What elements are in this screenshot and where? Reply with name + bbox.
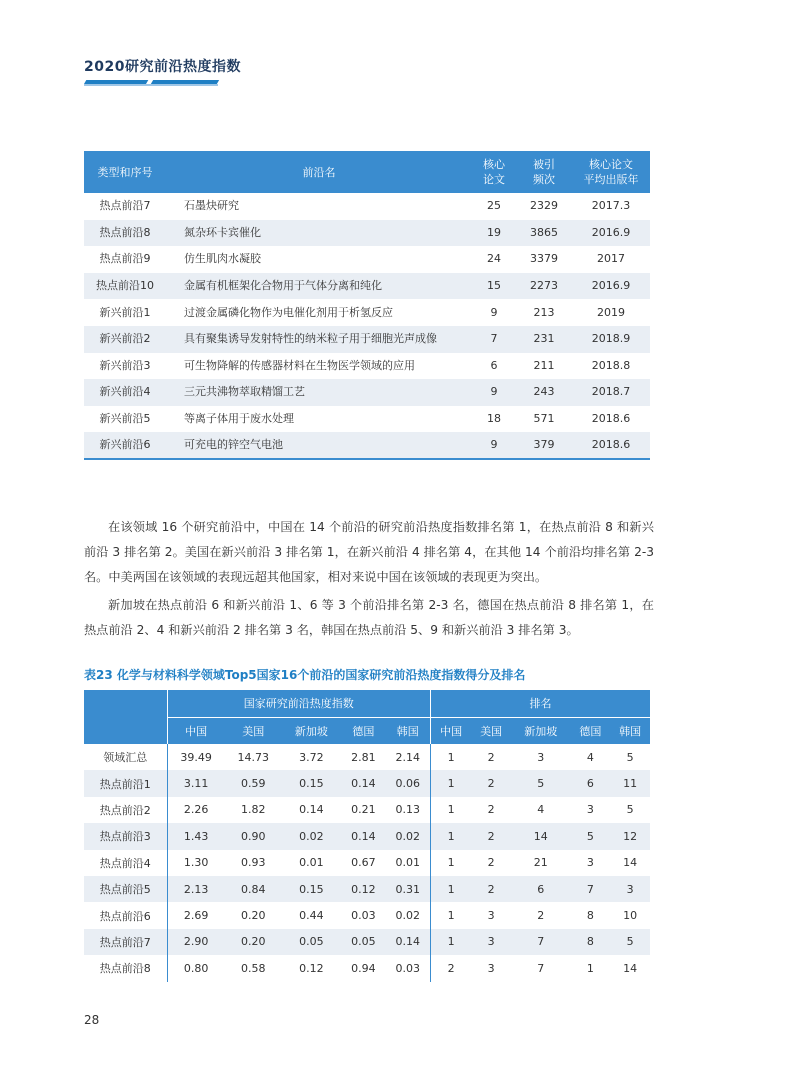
cell-core: 15 [472, 273, 516, 300]
cell-year: 2018.7 [572, 379, 650, 406]
table-row [84, 406, 650, 433]
score-cell: 0.15 [282, 876, 342, 902]
row-label: 热点前沿5 [84, 876, 167, 902]
table-caption: 表23 化学与材料科学领域Top5国家16个前沿的国家研究前沿热度指数得分及排名 [84, 668, 526, 682]
score-cell: 0.05 [282, 929, 342, 955]
paragraph-2: 新加坡在热点前沿 6 和新兴前沿 1、6 等 3 个前沿排名第 2-3 名，德国在热点前沿 8 排名第 1，在热点前沿 2、4 和新兴前沿 2 排名第 3 名，韩国在热点前沿 5、9 和新兴前沿 3 排名第 3。 [84, 598, 654, 637]
score-cell: 3.11 [167, 770, 225, 796]
country-header-score: 韩国 [385, 717, 430, 744]
score-cell: 0.20 [225, 929, 282, 955]
table-row [84, 929, 650, 955]
table-row [84, 299, 650, 326]
score-cell: 0.01 [385, 850, 430, 876]
rank-cell: 11 [610, 770, 650, 796]
cell-name: 具有聚集诱导发射特性的纳米粒子用于细胞光声成像 [166, 326, 472, 353]
col-cited-line1: 被引 [533, 158, 555, 171]
score-cell: 3.72 [299, 750, 324, 764]
cell-year: 2017 [597, 252, 625, 266]
rank-cell: 12 [610, 823, 650, 849]
country-header-rank: 美国 [471, 717, 511, 744]
frontier-table-body [84, 193, 650, 459]
rank-cell: 2 [471, 876, 511, 902]
col-core-line2: 论文 [483, 173, 505, 186]
cell-cited: 2329 [530, 199, 558, 213]
cell-name: 过渡金属磷化物作为电催化剂用于析氢反应 [184, 305, 393, 319]
cell-name: 等离子体用于废水处理 [184, 412, 294, 426]
cell-core: 9 [472, 432, 516, 459]
table-row [84, 770, 650, 796]
cell-core: 9 [472, 379, 516, 406]
country-header-score: 新加坡 [282, 717, 342, 744]
rank-cell: 2 [471, 823, 511, 849]
rank-cell: 4 [586, 750, 594, 764]
cell-name: 可生物降解的传感器材料在生物医学领域的应用 [184, 358, 415, 372]
row-label: 热点前沿7 [84, 929, 167, 955]
table-row [84, 744, 650, 770]
country-header-rank: 新加坡 [511, 717, 571, 744]
frontier-table [84, 151, 650, 460]
score-cell: 0.01 [299, 856, 324, 870]
cell-name: 可充电的锌空气电池 [166, 432, 472, 459]
table-row [84, 823, 650, 849]
col-year-line2: 平均出版年 [583, 173, 639, 186]
row-label: 热点前沿6 [84, 902, 167, 928]
cell-core: 24 [487, 252, 501, 266]
score-cell: 2.69 [183, 909, 209, 923]
score-cell: 0.58 [240, 961, 266, 975]
col-year [572, 151, 650, 193]
table-row [84, 876, 650, 902]
score-cell: 0.93 [240, 856, 266, 870]
rank-cell: 3 [586, 803, 594, 817]
row-label: 热点前沿3 [84, 823, 167, 849]
rank-cell: 1 [447, 856, 455, 870]
country-header-score: 美国 [225, 717, 282, 744]
col-cited [516, 151, 572, 193]
country-header-rank: 德国 [571, 717, 611, 744]
table-row [84, 193, 650, 220]
score-cell: 1.30 [183, 856, 209, 870]
score-cell: 2.81 [351, 750, 376, 764]
rank-cell: 10 [623, 909, 638, 923]
score-cell: 0.02 [385, 823, 430, 849]
score-cell: 0.20 [240, 909, 266, 923]
rank-cell: 2 [487, 856, 495, 870]
table-row [84, 326, 650, 353]
rank-cell: 7 [511, 929, 571, 955]
score-cell: 0.94 [351, 961, 376, 975]
cell-type: 新兴前沿3 [99, 358, 151, 372]
cell-name: 三元共沸物萃取精馏工艺 [166, 379, 472, 406]
rank-cell: 3 [610, 876, 650, 902]
paragraph-1: 在该领域 16 个研究前沿中，中国在 14 个前沿的研究前沿热度指数排名第 1，在热点前沿 8 和新兴前沿 3 排名第 2。美国在新兴前沿 3 排名第 1，在新兴前沿 4 排名第 4，在其他 14 个前沿均排名第 2-3 名。中美两国在该领域的表现远超其他国家，相对来说中国在该领域的表现更为突出。 [84, 520, 654, 584]
rank-cell: 4 [537, 803, 545, 817]
score-cell: 1.43 [167, 823, 225, 849]
cell-core: 25 [487, 199, 501, 213]
table-row [84, 379, 650, 406]
country-score-table [84, 690, 650, 982]
table-row [84, 902, 650, 928]
score-cell: 0.14 [299, 803, 324, 817]
table-row [84, 273, 650, 300]
rank-cell: 2 [537, 909, 545, 923]
col-cited-line2: 频次 [533, 173, 555, 186]
score-cell: 2.14 [385, 744, 430, 770]
score-cell: 0.59 [225, 770, 282, 796]
score-cell: 0.12 [299, 961, 324, 975]
cell-year: 2016.9 [572, 273, 650, 300]
header-title: 2020研究前沿热度指数 [84, 59, 241, 75]
score-cell: 39.49 [180, 750, 212, 764]
rank-cell: 14 [623, 961, 638, 975]
rank-cell: 6 [511, 876, 571, 902]
score-cell: 0.14 [341, 770, 385, 796]
rank-cell: 5 [610, 929, 650, 955]
rank-cell: 8 [571, 929, 611, 955]
cell-cited: 3379 [530, 252, 558, 266]
rank-cell: 2 [487, 750, 495, 764]
rank-cell: 6 [571, 770, 611, 796]
cell-name: 石墨炔研究 [184, 199, 239, 213]
rank-cell: 1 [447, 909, 455, 923]
cell-year: 2016.9 [572, 220, 650, 247]
rank-cell: 5 [626, 803, 634, 817]
rank-cell: 1 [586, 961, 594, 975]
country-header-score: 中国 [167, 717, 225, 744]
cell-type: 新兴前沿6 [84, 432, 166, 459]
table-row [84, 432, 650, 459]
cell-cited: 211 [533, 358, 555, 372]
cell-year: 2018.6 [572, 432, 650, 459]
cell-cited: 571 [533, 412, 555, 426]
rank-cell: 1 [447, 803, 455, 817]
cell-cited: 2273 [516, 273, 572, 300]
cell-cited: 379 [516, 432, 572, 459]
rank-cell: 5 [571, 823, 611, 849]
cell-type: 热点前沿9 [99, 252, 151, 266]
cell-type: 新兴前沿5 [99, 412, 151, 426]
rank-cell: 1 [431, 770, 472, 796]
cell-type: 热点前沿10 [84, 273, 166, 300]
rank-cell: 3 [487, 909, 495, 923]
rank-cell: 3 [537, 750, 545, 764]
rank-cell: 7 [537, 961, 545, 975]
score-cell: 2.26 [183, 803, 209, 817]
table-row [84, 850, 650, 876]
score-cell: 0.44 [299, 909, 324, 923]
col-type: 类型和序号 [84, 151, 166, 193]
rank-cell: 14 [623, 856, 638, 870]
score-cell: 0.80 [183, 961, 209, 975]
score-cell: 0.14 [385, 929, 430, 955]
country-table-body [84, 744, 650, 982]
score-cell: 2.90 [167, 929, 225, 955]
cell-name: 氮杂环卡宾催化 [166, 220, 472, 247]
score-cell: 0.14 [341, 823, 385, 849]
cell-type: 热点前沿8 [84, 220, 166, 247]
rank-cell: 14 [511, 823, 571, 849]
table-row [84, 955, 650, 981]
col-name: 前沿名 [166, 151, 472, 193]
rank-cell: 5 [511, 770, 571, 796]
row-label: 热点前沿8 [84, 955, 167, 981]
col-core [472, 151, 516, 193]
cell-type: 新兴前沿1 [99, 305, 151, 319]
page-header [84, 58, 304, 88]
rank-cell: 1 [431, 823, 472, 849]
row-label: 领域汇总 [84, 744, 167, 770]
row-label: 热点前沿1 [84, 770, 167, 796]
rank-cell: 3 [487, 961, 495, 975]
country-table-country-header [84, 717, 650, 744]
header-decoration [84, 80, 304, 88]
cell-core: 19 [472, 220, 516, 247]
score-cell: 0.84 [225, 876, 282, 902]
col-year-line1: 核心论文 [589, 158, 633, 171]
rank-cell: 2 [487, 803, 495, 817]
country-header-score: 德国 [341, 717, 385, 744]
group-score-header: 国家研究前沿热度指数 [167, 690, 431, 717]
cell-type: 新兴前沿2 [84, 326, 166, 353]
rank-cell: 2 [471, 770, 511, 796]
cell-year: 2018.8 [591, 358, 631, 372]
group-rank-header: 排名 [431, 690, 650, 717]
rank-cell: 21 [533, 856, 548, 870]
cell-name: 仿生肌肉水凝胶 [184, 252, 261, 266]
corner-cell [84, 690, 167, 744]
cell-cited: 213 [533, 305, 555, 319]
col-core-line1: 核心 [483, 158, 505, 171]
rank-cell: 3 [586, 856, 594, 870]
rank-cell: 8 [586, 909, 594, 923]
table-row [84, 246, 650, 273]
cell-cited: 243 [516, 379, 572, 406]
rank-cell: 1 [431, 929, 472, 955]
score-cell: 0.13 [385, 797, 430, 823]
cell-year: 2019 [597, 305, 625, 319]
rank-cell: 1 [431, 876, 472, 902]
rank-cell: 3 [471, 929, 511, 955]
cell-cited: 3865 [516, 220, 572, 247]
cell-year: 2018.9 [572, 326, 650, 353]
cell-type: 新兴前沿4 [84, 379, 166, 406]
score-cell: 0.67 [351, 856, 376, 870]
cell-core: 18 [487, 412, 501, 426]
country-header-rank: 中国 [431, 717, 472, 744]
cell-type: 热点前沿7 [99, 199, 151, 213]
score-cell: 0.03 [351, 909, 376, 923]
score-cell: 0.21 [351, 803, 376, 817]
rank-cell: 1 [447, 750, 455, 764]
rank-cell: 7 [571, 876, 611, 902]
frontier-table-header [84, 151, 650, 193]
cell-name: 金属有机框架化合物用于气体分离和纯化 [166, 273, 472, 300]
rank-cell: 5 [626, 750, 634, 764]
country-header-rank: 韩国 [610, 717, 650, 744]
cell-year: 2018.6 [591, 412, 631, 426]
country-table-group-header [84, 690, 650, 717]
score-cell: 2.13 [167, 876, 225, 902]
row-label: 热点前沿4 [84, 850, 167, 876]
score-cell: 0.12 [341, 876, 385, 902]
score-cell: 0.02 [385, 902, 430, 928]
table-row [84, 797, 650, 823]
cell-year: 2017.3 [591, 199, 631, 213]
cell-core: 7 [472, 326, 516, 353]
score-cell: 0.15 [282, 770, 342, 796]
score-cell: 1.82 [240, 803, 266, 817]
cell-core: 9 [490, 305, 498, 319]
row-label: 热点前沿2 [84, 797, 167, 823]
page-number: 28 [84, 1013, 100, 1027]
cell-core: 6 [490, 358, 498, 372]
score-cell: 0.06 [385, 770, 430, 796]
cell-cited: 231 [516, 326, 572, 353]
score-cell: 0.02 [282, 823, 342, 849]
score-cell: 0.05 [341, 929, 385, 955]
score-cell: 14.73 [237, 750, 269, 764]
rank-cell: 2 [447, 961, 455, 975]
score-cell: 0.90 [225, 823, 282, 849]
table-row [84, 353, 650, 380]
score-cell: 0.31 [385, 876, 430, 902]
table-row [84, 220, 650, 247]
score-cell: 0.03 [385, 955, 430, 981]
